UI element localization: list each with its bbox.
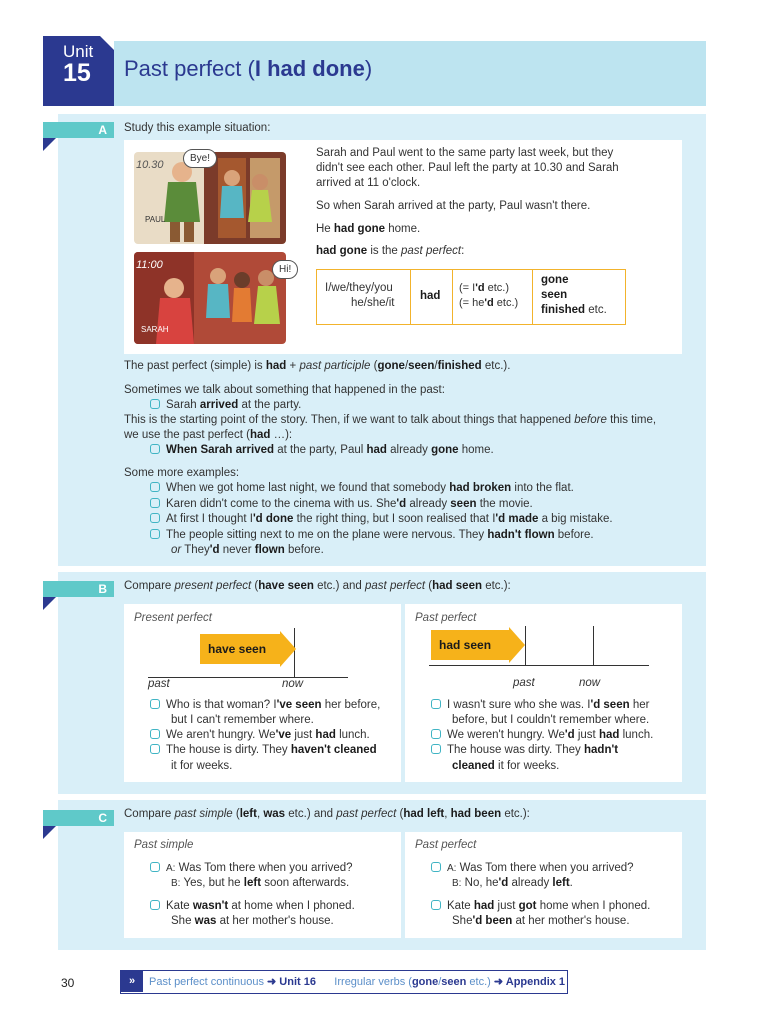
pic1-time: 10.30 [136,159,164,171]
pp-example-1b: but I can't remember where. [171,714,314,726]
table-contraction-2: (= he'd etc.) [459,297,519,309]
bullet-icon [150,699,160,709]
table-subject-cell [317,270,411,325]
pic1-name-label: PAUL [145,215,166,224]
past-perfect-timeline [429,624,669,684]
page-number: 30 [61,976,75,990]
pf-example-2: We weren't hungry. We'd just had lunch. [431,728,653,743]
cross-reference-box [120,970,568,994]
table-contraction-1: (= I'd etc.) [459,282,509,294]
table-subject-2: he/she/it [351,297,395,309]
page-title: Past perfect (I had done) [124,56,373,81]
past-simple-heading: Past simple [134,839,194,851]
bullet-icon [150,529,160,539]
bullet-icon [150,444,160,454]
starting-point-line-2: we use the past perfect (had …): [124,429,293,441]
bullet-icon [431,744,441,754]
table-aux-cell [411,270,453,325]
present-perfect-heading: Present perfect [134,612,212,624]
timeline-past-label: past [148,678,170,690]
arrow-head-icon [280,631,296,667]
bullet-icon [150,744,160,754]
pp-example-2: We aren't hungry. We've just had lunch. [150,728,370,743]
pic2-speech-bubble: Hi! [272,260,298,279]
bullet-icon [431,729,441,739]
more-example-2: Karen didn't come to the cinema with us. She'd already seen the movie. [150,497,533,512]
table-contraction-cell [453,270,533,325]
starting-point-line-1: This is the starting point of the story. Then, if we want to talk about things that happened before this time, [124,414,657,426]
bullet-icon [431,900,441,910]
story-line-1: Sarah and Paul went to the same party last week, but they [316,147,614,159]
header-band [114,41,706,106]
story-line-4: So when Sarah arrived at the party, Paul wasn't there. [316,200,591,212]
pic2-time: 11:00 [136,259,163,271]
more-example-1: When we got home last night, we found that somebody had broken into the flat. [150,481,574,496]
more-example-3: At first I thought I'd done the right thing, but I soon realised that I'd made a big mistake. [150,512,613,527]
more-example-4-alt: or They'd never flown before. [171,544,324,556]
section-c-intro: Compare past simple (left, was etc.) and past perfect (had left, had been etc.): [124,808,530,820]
pp-example-1a: Who is that woman? I've seen her before, [150,698,380,713]
pf-example-1a: I wasn't sure who she was. I'd seen her [431,698,649,713]
timeline-baseline [148,677,348,678]
pf-example-3a: The house was dirty. They hadn't [431,743,618,758]
table-participle-1: gone [541,274,569,286]
bullet-icon [150,513,160,523]
bullet-icon [150,498,160,508]
pf-kate-1: Kate had just got home when I phoned. [431,899,650,914]
timeline-past-label: past [513,677,535,689]
more-examples-heading: Some more examples: [124,467,240,479]
section-b-tab-corner [43,597,56,610]
ps-kate-1: Kate wasn't at home when I phoned. [150,899,355,914]
bullet-icon [150,900,160,910]
past-perfect-heading-b: Past perfect [415,612,477,624]
table-aux: had [420,290,441,302]
timeline-past-marker [525,626,526,666]
timeline-now-marker [593,626,594,666]
example-arrived: Sarah arrived at the party. [150,398,301,413]
cross-reference-text [149,975,565,990]
pic1-speech-bubble: Bye! [183,149,217,168]
bullet-icon [150,482,160,492]
bullet-icon [431,862,441,872]
past-simple-panel [124,832,401,938]
timeline-now-label: now [579,677,601,689]
pf-example-3b: cleaned it for weeks. [452,760,560,772]
have-seen-arrow: have seen [200,634,280,664]
pf-example-1b: before, but I couldn't remember where. [452,714,650,726]
section-a-tab-corner [43,138,56,151]
story-he-had-gone: He had gone home. [316,223,421,235]
story-line-3: arrived at 11 o'clock. [316,177,421,189]
pf-question: A: Was Tom there when you arrived? [431,861,634,876]
table-participle-2: seen [541,289,568,301]
more-example-4: The people sitting next to me on the plane were nervous. They hadn't flown before. [150,528,594,543]
bullet-icon [150,862,160,872]
past-perfect-rule: The past perfect (simple) is had + past participle (gone/seen/finished etc.). [124,360,511,372]
ps-answer: B: Yes, but he left soon afterwards. [171,877,350,889]
pf-kate-2: She'd been at her mother's house. [452,915,630,927]
ps-question: A: Was Tom there when you arrived? [150,861,353,876]
had-seen-arrow: had seen [431,630,509,660]
section-c-tab-corner [43,826,56,839]
bullet-icon [150,729,160,739]
pic2-name-label: SARAH [141,325,169,334]
section-b-intro: Compare present perfect (have seen etc.) and past perfect (had seen etc.): [124,580,511,592]
link-appendix-1[interactable]: Irregular verbs (gone/seen etc.) ➜ Appendix 1 [315,976,566,988]
past-perfect-panel-c [405,832,682,938]
section-a-tab: A [43,122,114,138]
cross-reference-icon: » [121,971,143,992]
example-when-sarah: When Sarah arrived at the party, Paul had already gone home. [150,443,494,458]
present-perfect-timeline [148,626,378,686]
pp-example-3b: it for weeks. [171,760,233,772]
section-b-tab: B [43,581,114,597]
table-subject-1: I/we/they/you [325,282,393,294]
past-perfect-heading-c: Past perfect [415,839,477,851]
sometimes-text: Sometimes we talk about something that happened in the past: [124,384,445,396]
timeline-baseline [429,665,649,666]
unit-corner-fold [100,36,114,50]
ps-kate-2: She was at her mother's house. [171,915,334,927]
unit-number: 15 [63,59,91,87]
past-perfect-form-table [316,269,626,325]
table-participle-cell [533,270,625,325]
section-c-tab: C [43,810,114,826]
bullet-icon [150,399,160,409]
timeline-now-label: now [282,678,304,690]
story-is-past-perfect: had gone is the past perfect: [316,245,465,257]
pf-answer: B: No, he'd already left. [452,877,573,889]
unit-label: Unit [63,42,94,61]
bullet-icon [431,699,441,709]
table-participle-3: finished etc. [541,304,607,316]
story-line-2: didn't see each other. Paul left the party at 10.30 and Sarah [316,162,619,174]
section-a-intro: Study this example situation: [124,122,271,134]
present-perfect-panel [124,604,401,782]
past-perfect-panel-b [405,604,682,782]
link-unit-16[interactable]: Past perfect continuous ➜ Unit 16 [149,976,316,988]
pp-example-3a: The house is dirty. They haven't cleaned [150,743,377,758]
arrow-head-icon [509,627,525,663]
